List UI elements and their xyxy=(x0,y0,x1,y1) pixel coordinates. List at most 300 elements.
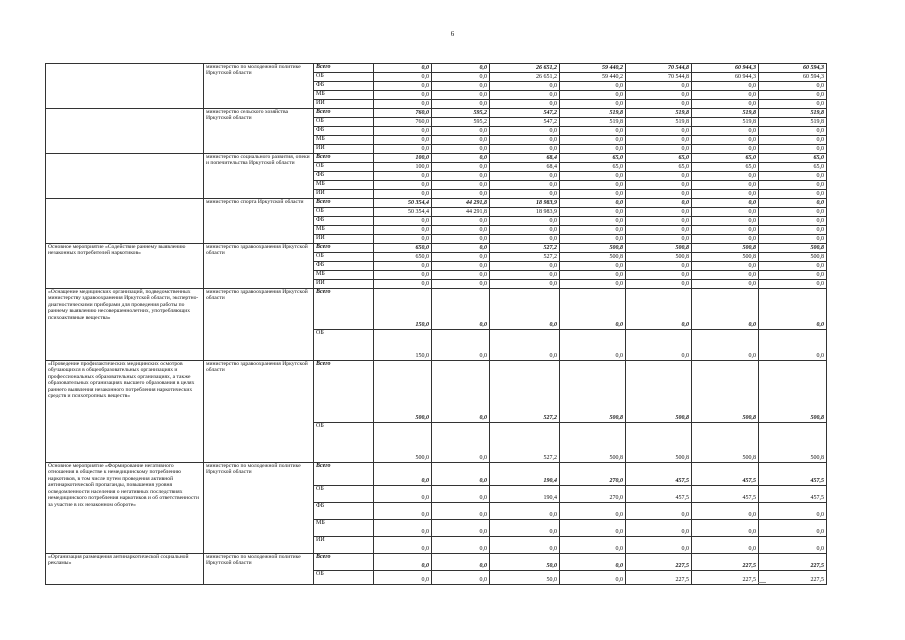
amount-cell: 0,0 xyxy=(692,145,759,154)
funding-source: Всего xyxy=(314,199,374,208)
amount-cell: 595,2 xyxy=(432,109,490,118)
executor-cell: министерство здравоохранения Иркутской области xyxy=(204,289,314,361)
amount-cell: 0,0 xyxy=(692,82,759,91)
amount-cell: 519,8 xyxy=(759,118,827,127)
funding-source: ИИ xyxy=(314,280,374,289)
amount-cell: 0,0 xyxy=(432,280,490,289)
amount-cell: 0,0 xyxy=(432,520,490,537)
amount-cell: 26 651,2 xyxy=(490,73,560,82)
amount-cell: 0,0 xyxy=(626,136,692,145)
amount-cell: 0,0 xyxy=(759,235,827,244)
table-row xyxy=(46,244,827,253)
amount-cell: 227,5 xyxy=(626,571,692,585)
amount-cell: 0,0 xyxy=(374,520,432,537)
amount-cell: 0,0 xyxy=(432,262,490,271)
amount-cell: 500,8 xyxy=(626,253,692,262)
amount-cell: 500,0 xyxy=(374,361,432,423)
amount-cell: 0,0 xyxy=(560,136,626,145)
amount-cell: 0,0 xyxy=(490,262,560,271)
amount-cell: 519,8 xyxy=(692,118,759,127)
amount-cell: 457,5 xyxy=(692,486,759,503)
amount-cell: 0,0 xyxy=(692,271,759,280)
amount-cell: 0,0 xyxy=(374,486,432,503)
amount-cell: 0,0 xyxy=(374,64,432,73)
amount-cell: 0,0 xyxy=(560,100,626,109)
amount-cell: 0,0 xyxy=(626,127,692,136)
amount-cell: 0,0 xyxy=(692,262,759,271)
table-row xyxy=(46,554,827,571)
amount-cell: 0,0 xyxy=(490,226,560,235)
amount-cell: 457,5 xyxy=(626,486,692,503)
amount-cell: 0,0 xyxy=(560,271,626,280)
amount-cell: 0,0 xyxy=(626,262,692,271)
funding-source: Всего xyxy=(314,109,374,118)
amount-cell: 50,0 xyxy=(490,554,560,571)
amount-cell: 0,0 xyxy=(692,127,759,136)
amount-cell: 0,0 xyxy=(560,537,626,554)
executor-cell: министерство здравоохранения Иркутской области xyxy=(204,361,314,463)
amount-cell: 50 354,4 xyxy=(374,199,432,208)
amount-cell: 519,8 xyxy=(560,118,626,127)
amount-cell: 0,0 xyxy=(560,190,626,199)
amount-cell: 547,2 xyxy=(490,109,560,118)
funding-source: ФБ xyxy=(314,217,374,226)
amount-cell: 0,0 xyxy=(432,163,490,172)
amount-cell: 0,0 xyxy=(432,82,490,91)
amount-cell: 150,0 xyxy=(374,289,432,330)
amount-cell: 0,0 xyxy=(490,127,560,136)
amount-cell: 0,0 xyxy=(692,199,759,208)
amount-cell: 0,0 xyxy=(560,91,626,100)
amount-cell: 65,0 xyxy=(560,154,626,163)
amount-cell: 0,0 xyxy=(432,172,490,181)
amount-cell: 227,5 xyxy=(692,554,759,571)
amount-cell: 760,0 xyxy=(374,109,432,118)
amount-cell: 0,0 xyxy=(490,271,560,280)
amount-cell: 60 944,3 xyxy=(692,64,759,73)
amount-cell: 0,0 xyxy=(626,280,692,289)
amount-cell: 0,0 xyxy=(432,271,490,280)
amount-cell: 0,0 xyxy=(759,330,827,361)
amount-cell: 0,0 xyxy=(692,136,759,145)
amount-cell: 595,2 xyxy=(432,118,490,127)
amount-cell: 227,5 xyxy=(759,571,827,585)
amount-cell: 519,8 xyxy=(560,109,626,118)
amount-cell: 519,8 xyxy=(626,109,692,118)
amount-cell: 519,8 xyxy=(759,109,827,118)
table-row xyxy=(46,109,827,118)
amount-cell: 0,0 xyxy=(432,463,490,486)
table-row xyxy=(46,64,827,73)
amount-cell: 0,0 xyxy=(374,82,432,91)
amount-cell: 0,0 xyxy=(626,172,692,181)
amount-cell: 0,0 xyxy=(432,73,490,82)
amount-cell: 0,0 xyxy=(432,537,490,554)
amount-cell: 0,0 xyxy=(432,226,490,235)
amount-cell: 0,0 xyxy=(626,289,692,330)
funding-source: Всего xyxy=(314,554,374,571)
amount-cell: 0,0 xyxy=(374,100,432,109)
amount-cell: 0,0 xyxy=(490,330,560,361)
amount-cell: 0,0 xyxy=(626,271,692,280)
amount-cell: 0,0 xyxy=(490,100,560,109)
amount-cell: 50,0 xyxy=(490,571,560,585)
amount-cell: 0,0 xyxy=(759,172,827,181)
amount-cell: 0,0 xyxy=(490,537,560,554)
measure-description xyxy=(46,154,204,199)
amount-cell: 0,0 xyxy=(374,463,432,486)
amount-cell: 0,0 xyxy=(560,217,626,226)
amount-cell: 65,0 xyxy=(692,154,759,163)
amount-cell: 0,0 xyxy=(560,127,626,136)
amount-cell: 0,0 xyxy=(374,280,432,289)
measure-description xyxy=(46,64,204,109)
amount-cell: 0,0 xyxy=(626,520,692,537)
amount-cell: 500,8 xyxy=(692,253,759,262)
amount-cell: 0,0 xyxy=(759,280,827,289)
measure-description: «Организация размещения антинаркотической социальной рекламы» xyxy=(46,554,204,585)
funding-source: ИИ xyxy=(314,145,374,154)
funding-source: ОБ xyxy=(314,423,374,463)
amount-cell: 70 544,8 xyxy=(626,64,692,73)
amount-cell: 50 354,4 xyxy=(374,208,432,217)
amount-cell: 0,0 xyxy=(490,91,560,100)
amount-cell: 0,0 xyxy=(560,330,626,361)
amount-cell: 0,0 xyxy=(759,520,827,537)
amount-cell: 0,0 xyxy=(374,262,432,271)
amount-cell: 0,0 xyxy=(432,145,490,154)
funding-source: ОБ xyxy=(314,330,374,361)
amount-cell: 0,0 xyxy=(759,226,827,235)
measure-description: «Проведение профилактических медицинских осмотров обучающихся в общеобразовательных организациях и профессиональных образовательных организациях, а также образовательных организациях высшего образования в целях раннего выявления незаконного потребления наркотических средств и психотропных веществ» xyxy=(46,361,204,463)
amount-cell: 68,4 xyxy=(490,154,560,163)
funding-source: Всего xyxy=(314,463,374,486)
funding-source: Всего xyxy=(314,361,374,423)
funding-source: ФБ xyxy=(314,127,374,136)
amount-cell: 760,0 xyxy=(374,118,432,127)
amount-cell: 270,0 xyxy=(560,486,626,503)
amount-cell: 0,0 xyxy=(374,537,432,554)
amount-cell: 0,0 xyxy=(626,208,692,217)
funding-source: ОБ xyxy=(314,163,374,172)
amount-cell: 65,0 xyxy=(626,154,692,163)
amount-cell: 0,0 xyxy=(432,253,490,262)
funding-source: Всего xyxy=(314,289,374,330)
amount-cell: 0,0 xyxy=(432,100,490,109)
amount-cell: 60 594,3 xyxy=(759,73,827,82)
funding-source: ИИ xyxy=(314,235,374,244)
funding-source: Всего xyxy=(314,64,374,73)
amount-cell: 527,2 xyxy=(490,361,560,423)
amount-cell: 0,0 xyxy=(432,244,490,253)
amount-cell: 0,0 xyxy=(560,262,626,271)
amount-cell: 0,0 xyxy=(692,520,759,537)
amount-cell: 0,0 xyxy=(432,217,490,226)
amount-cell: 0,0 xyxy=(626,82,692,91)
amount-cell: 0,0 xyxy=(560,571,626,585)
amount-cell: 0,0 xyxy=(692,217,759,226)
amount-cell: 0,0 xyxy=(692,181,759,190)
amount-cell: 0,0 xyxy=(490,235,560,244)
amount-cell: 0,0 xyxy=(374,136,432,145)
funding-source: МБ xyxy=(314,91,374,100)
amount-cell: 500,8 xyxy=(560,423,626,463)
table-row xyxy=(46,289,827,330)
amount-cell: 500,8 xyxy=(626,244,692,253)
amount-cell: 44 291,8 xyxy=(432,208,490,217)
amount-cell: 500,8 xyxy=(560,253,626,262)
amount-cell: 0,0 xyxy=(759,100,827,109)
amount-cell: 0,0 xyxy=(692,280,759,289)
amount-cell: 519,8 xyxy=(692,109,759,118)
amount-cell: 519,8 xyxy=(626,118,692,127)
amount-cell: 0,0 xyxy=(626,235,692,244)
executor-cell: министерство сельского хозяйства Иркутской области xyxy=(204,109,314,154)
amount-cell: 100,0 xyxy=(374,154,432,163)
amount-cell: 190,4 xyxy=(490,486,560,503)
amount-cell: 0,0 xyxy=(692,330,759,361)
amount-cell: 0,0 xyxy=(759,262,827,271)
amount-cell: 0,0 xyxy=(692,503,759,520)
table-row xyxy=(46,154,827,163)
executor-cell: министерство здравоохранения Иркутской области xyxy=(204,244,314,289)
measure-description xyxy=(46,199,204,244)
amount-cell: 0,0 xyxy=(692,235,759,244)
measure-description: Основное мероприятие «Содействие раннему выявлению незаконных потребителей наркотиков» xyxy=(46,244,204,289)
funding-source: ОБ xyxy=(314,486,374,503)
amount-cell: 0,0 xyxy=(759,208,827,217)
amount-cell: 0,0 xyxy=(626,537,692,554)
amount-cell: 65,0 xyxy=(759,154,827,163)
amount-cell: 0,0 xyxy=(759,136,827,145)
amount-cell: 0,0 xyxy=(432,486,490,503)
amount-cell: 0,0 xyxy=(626,217,692,226)
amount-cell: 190,4 xyxy=(490,463,560,486)
amount-cell: 0,0 xyxy=(432,64,490,73)
amount-cell: 500,8 xyxy=(759,244,827,253)
amount-cell: 547,2 xyxy=(490,118,560,127)
amount-cell: 0,0 xyxy=(692,289,759,330)
amount-cell: 0,0 xyxy=(374,172,432,181)
amount-cell: 0,0 xyxy=(560,145,626,154)
amount-cell: 0,0 xyxy=(432,235,490,244)
amount-cell: 100,0 xyxy=(374,163,432,172)
amount-cell: 0,0 xyxy=(432,289,490,330)
amount-cell: 0,0 xyxy=(626,145,692,154)
amount-cell: 0,0 xyxy=(692,208,759,217)
amount-cell: 0,0 xyxy=(374,226,432,235)
amount-cell: 0,0 xyxy=(759,145,827,154)
amount-cell: 0,0 xyxy=(374,190,432,199)
amount-cell: 0,0 xyxy=(759,503,827,520)
funding-source: Всего xyxy=(314,154,374,163)
amount-cell: 0,0 xyxy=(626,190,692,199)
executor-cell: министерство по молодежной политике Иркутской области xyxy=(204,64,314,109)
amount-cell: 0,0 xyxy=(560,82,626,91)
executor-cell: министерство спорта Иркутской области xyxy=(204,199,314,244)
amount-cell: 0,0 xyxy=(432,330,490,361)
amount-cell: 500,8 xyxy=(692,244,759,253)
scan-mark xyxy=(758,582,766,583)
amount-cell: 0,0 xyxy=(432,503,490,520)
amount-cell: 0,0 xyxy=(692,100,759,109)
amount-cell: 0,0 xyxy=(692,91,759,100)
amount-cell: 0,0 xyxy=(560,181,626,190)
table-row xyxy=(46,361,827,423)
amount-cell: 0,0 xyxy=(432,136,490,145)
amount-cell: 0,0 xyxy=(626,330,692,361)
amount-cell: 227,5 xyxy=(759,554,827,571)
amount-cell: 0,0 xyxy=(759,181,827,190)
amount-cell: 0,0 xyxy=(374,181,432,190)
amount-cell: 500,8 xyxy=(759,253,827,262)
amount-cell: 0,0 xyxy=(432,554,490,571)
executor-cell: министерство социального развития, опеки и попечительства Иркутской области xyxy=(204,154,314,199)
amount-cell: 0,0 xyxy=(759,91,827,100)
funding-source: ОБ xyxy=(314,73,374,82)
amount-cell: 0,0 xyxy=(490,82,560,91)
amount-cell: 59 440,2 xyxy=(560,73,626,82)
amount-cell: 0,0 xyxy=(374,91,432,100)
amount-cell: 650,0 xyxy=(374,244,432,253)
amount-cell: 0,0 xyxy=(432,190,490,199)
amount-cell: 0,0 xyxy=(626,181,692,190)
amount-cell: 500,8 xyxy=(560,244,626,253)
amount-cell: 500,0 xyxy=(374,423,432,463)
amount-cell: 0,0 xyxy=(692,537,759,554)
funding-source: МБ xyxy=(314,181,374,190)
amount-cell: 457,5 xyxy=(759,463,827,486)
measure-description: «Оснащение медицинских организаций, подведомственных министерству здравоохранения Иркутской области, экспертно-диагностическими приборами для проведения работы по раннему выявлению несовершеннолетних, употребляющих психоактивные вещества» xyxy=(46,289,204,361)
amount-cell: 65,0 xyxy=(692,163,759,172)
table-row xyxy=(46,199,827,208)
amount-cell: 0,0 xyxy=(626,503,692,520)
amount-cell: 70 544,8 xyxy=(626,73,692,82)
executor-cell: министерство по молодежной политике Иркутской области xyxy=(204,554,314,585)
funding-source: ОБ xyxy=(314,571,374,585)
amount-cell: 0,0 xyxy=(560,503,626,520)
amount-cell: 0,0 xyxy=(759,537,827,554)
amount-cell: 0,0 xyxy=(490,190,560,199)
amount-cell: 0,0 xyxy=(626,100,692,109)
funding-source: МБ xyxy=(314,520,374,537)
amount-cell: 0,0 xyxy=(490,145,560,154)
amount-cell: 0,0 xyxy=(626,226,692,235)
amount-cell: 60 944,3 xyxy=(692,73,759,82)
budget-body xyxy=(46,64,827,585)
amount-cell: 0,0 xyxy=(560,235,626,244)
amount-cell: 500,8 xyxy=(759,423,827,463)
amount-cell: 0,0 xyxy=(692,172,759,181)
amount-cell: 0,0 xyxy=(759,289,827,330)
table-row xyxy=(46,463,827,486)
amount-cell: 0,0 xyxy=(374,271,432,280)
funding-source: ФБ xyxy=(314,262,374,271)
amount-cell: 0,0 xyxy=(626,91,692,100)
funding-source: ИИ xyxy=(314,537,374,554)
budget-table xyxy=(45,63,827,585)
amount-cell: 0,0 xyxy=(490,217,560,226)
amount-cell: 227,5 xyxy=(626,554,692,571)
amount-cell: 18 983,9 xyxy=(490,208,560,217)
funding-source: Всего xyxy=(314,244,374,253)
amount-cell: 68,4 xyxy=(490,163,560,172)
amount-cell: 0,0 xyxy=(759,127,827,136)
amount-cell: 0,0 xyxy=(560,289,626,330)
funding-source: ОБ xyxy=(314,118,374,127)
executor-cell: министерство по молодежной политике Иркутской области xyxy=(204,463,314,554)
amount-cell: 500,8 xyxy=(759,361,827,423)
amount-cell: 0,0 xyxy=(560,554,626,571)
amount-cell: 0,0 xyxy=(560,172,626,181)
amount-cell: 0,0 xyxy=(432,91,490,100)
amount-cell: 26 651,2 xyxy=(490,64,560,73)
amount-cell: 500,8 xyxy=(626,423,692,463)
amount-cell: 18 983,9 xyxy=(490,199,560,208)
amount-cell: 0,0 xyxy=(490,289,560,330)
amount-cell: 500,8 xyxy=(692,361,759,423)
amount-cell: 44 291,8 xyxy=(432,199,490,208)
funding-source: ОБ xyxy=(314,208,374,217)
amount-cell: 457,5 xyxy=(692,463,759,486)
amount-cell: 59 440,2 xyxy=(560,64,626,73)
amount-cell: 0,0 xyxy=(432,571,490,585)
amount-cell: 0,0 xyxy=(560,208,626,217)
amount-cell: 0,0 xyxy=(490,136,560,145)
amount-cell: 0,0 xyxy=(490,181,560,190)
amount-cell: 0,0 xyxy=(490,520,560,537)
amount-cell: 0,0 xyxy=(759,271,827,280)
amount-cell: 150,0 xyxy=(374,330,432,361)
amount-cell: 0,0 xyxy=(432,423,490,463)
amount-cell: 0,0 xyxy=(374,554,432,571)
amount-cell: 650,0 xyxy=(374,253,432,262)
amount-cell: 0,0 xyxy=(374,73,432,82)
amount-cell: 0,0 xyxy=(626,199,692,208)
amount-cell: 0,0 xyxy=(560,520,626,537)
amount-cell: 500,8 xyxy=(626,361,692,423)
amount-cell: 0,0 xyxy=(374,127,432,136)
amount-cell: 0,0 xyxy=(490,172,560,181)
funding-source: ОБ xyxy=(314,253,374,262)
page-number: 6 xyxy=(450,30,455,38)
amount-cell: 0,0 xyxy=(374,571,432,585)
funding-source: МБ xyxy=(314,136,374,145)
amount-cell: 0,0 xyxy=(692,190,759,199)
amount-cell: 0,0 xyxy=(759,199,827,208)
amount-cell: 0,0 xyxy=(560,280,626,289)
amount-cell: 0,0 xyxy=(432,181,490,190)
amount-cell: 0,0 xyxy=(560,226,626,235)
amount-cell: 0,0 xyxy=(490,280,560,289)
measure-description xyxy=(46,109,204,154)
amount-cell: 270,0 xyxy=(560,463,626,486)
funding-source: ФБ xyxy=(314,82,374,91)
amount-cell: 527,2 xyxy=(490,253,560,262)
amount-cell: 0,0 xyxy=(560,199,626,208)
funding-source: ФБ xyxy=(314,172,374,181)
amount-cell: 527,2 xyxy=(490,244,560,253)
funding-source: ИИ xyxy=(314,100,374,109)
measure-description: Основное мероприятие «Формирование негативного отношения в обществе к немедицинскому потреблению наркотиков, в том числе путем проведения активной антинаркотической пропаганды, повышения уровня осведомленности населения о негативных последствиях немедицинского потребления наркотиков и об ответственности за участие в их незаконном обороте» xyxy=(46,463,204,554)
amount-cell: 227,5 xyxy=(692,571,759,585)
amount-cell: 0,0 xyxy=(759,82,827,91)
amount-cell: 500,8 xyxy=(560,361,626,423)
amount-cell: 0,0 xyxy=(432,361,490,423)
amount-cell: 527,2 xyxy=(490,423,560,463)
funding-source: ФБ xyxy=(314,503,374,520)
funding-source: МБ xyxy=(314,226,374,235)
